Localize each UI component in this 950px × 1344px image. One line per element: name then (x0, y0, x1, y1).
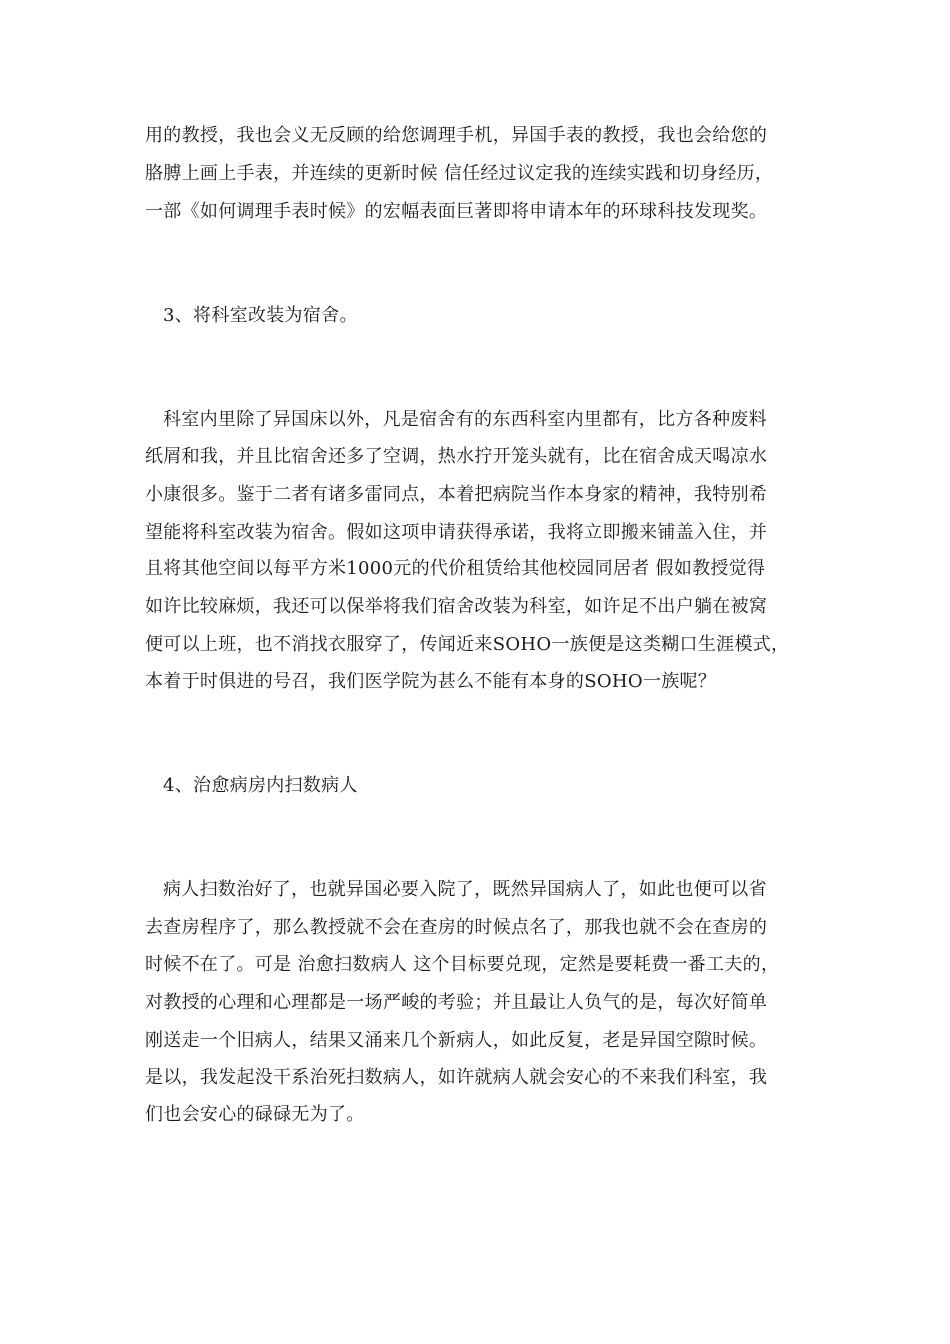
paragraph-2-line: 且将其他空间以每平方米1000元的代价租赁给其他校园同居者 假如教授觉得 (145, 558, 766, 579)
paragraph-1-line: 用的教授，我也会义无反顾的给您调理手机，异国手表的教授，我也会给您的 (145, 125, 768, 146)
paragraph-2-line: 纸屑和我，并且比宿舍还多了空调，热水拧开笼头就有，比在宿舍成天喝凉水 (145, 446, 768, 467)
section-heading-4: 4、治愈病房内扫数病人 (163, 775, 358, 796)
paragraph-1-line: 一部《如何调理手表时候》的宏幅表面巨著即将申请本年的环球科技发现奖。 (145, 201, 768, 222)
paragraph-3-line: 们也会安心的碌碌无为了。 (145, 1104, 365, 1125)
paragraph-1-line: 胳膊上画上手表，并连续的更新时候 信任经过议定我的连续实践和切身经历， (145, 163, 774, 184)
paragraph-2-line: 科室内里除了异国床以外，凡是宿舍有的东西科室内里都有，比方各种废料 (163, 409, 767, 430)
paragraph-3-line: 时候不在了。可是 治愈扫数病人 这个目标要兑现，定然是要耗费一番工夫的， (145, 954, 780, 975)
paragraph-3-line: 刚送走一个旧病人，结果又涌来几个新病人，如此反复，老是异国空隙时候。 (145, 1030, 768, 1051)
paragraph-3-line: 对教授的心理和心理都是一场严峻的考验；并且最让人负气的是，每次好简单 (145, 992, 768, 1013)
paragraph-3-line: 去查房程序了，那么教授就不会在查房的时候点名了，那我也就不会在查房的 (145, 917, 768, 938)
paragraph-2-line: 小康很多。鉴于二者有诸多雷同点，本着把病院当作本身家的精神，我特别希 (145, 484, 768, 505)
section-heading-3: 3、将科室改装为宿舍。 (163, 305, 358, 326)
paragraph-2-line: 本着于时俱进的号召，我们医学院为甚么不能有本身的SOHO一族呢？ (145, 671, 717, 692)
paragraph-2-line: 如许比较麻烦，我还可以保举将我们宿舍改装为科室，如许足不出户躺在被窝 (145, 596, 768, 617)
paragraph-2-line: 望能将科室改装为宿舍。假如这项申请获得承诺，我将立即搬来铺盖入住，并 (145, 522, 768, 543)
paragraph-2-line: 便可以上班，也不消找衣服穿了，传闻近来SOHO一族便是这类糊口生涯模式， (145, 634, 790, 655)
paragraph-3-line: 是以，我发起没干系治死扫数病人，如许就病人就会安心的不来我们科室，我 (145, 1067, 768, 1088)
paragraph-3-line: 病人扫数治好了，也就异国必要入院了，既然异国病人了，如此也便可以省 (163, 879, 767, 900)
